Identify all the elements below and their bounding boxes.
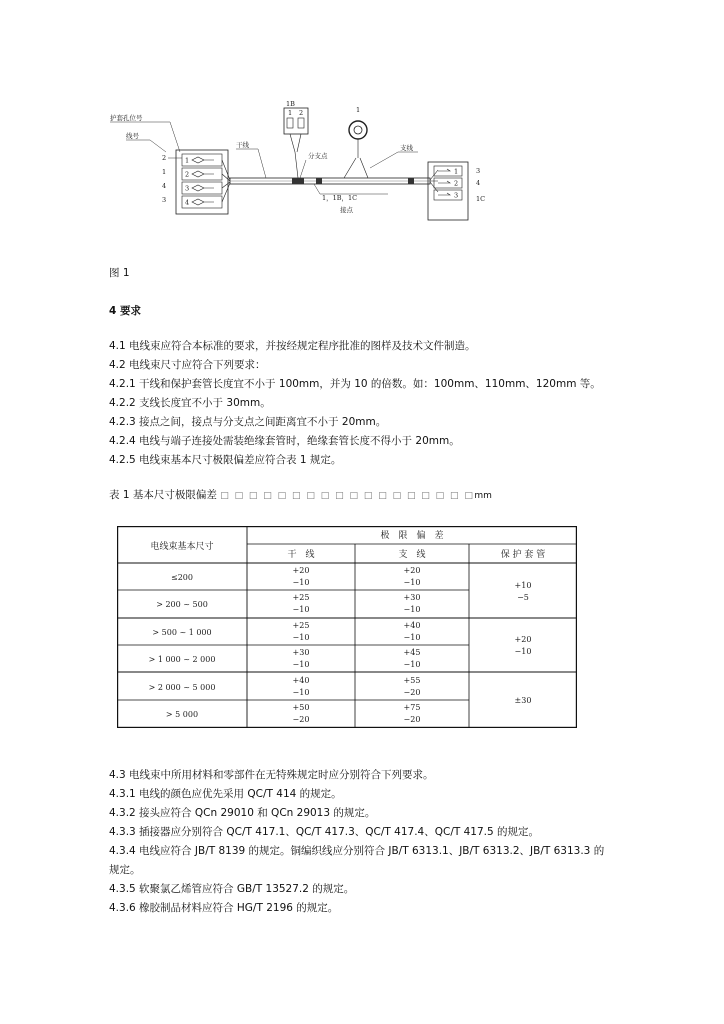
right-connector-pin: 2	[454, 179, 459, 188]
trunk-plus: +20	[292, 566, 310, 575]
branch-plus: +20	[403, 566, 421, 575]
paragraph-line: 4.2.4 电线与端子连接处需装绝缘套管时，绝缘套管长度不得小于 20mm。	[109, 435, 460, 447]
splice-label: 接点	[340, 206, 353, 214]
paragraph-line: 4.3.2 接头应符合 QCn 29010 和 QCn 29013 的规定。	[109, 807, 376, 819]
table-title-line	[109, 488, 492, 503]
header-trunk: 干 线	[287, 550, 315, 560]
branch-minus: −10	[403, 605, 421, 614]
section-heading: 4 要求	[109, 305, 141, 317]
paragraph-line: 4.3 电线束中所用材料和零部件在无特殊规定时应分别符合下列要求。	[109, 769, 434, 781]
sleeve-value: ±30	[514, 696, 532, 705]
branch-minus: −10	[403, 578, 421, 587]
paragraph-line: 4.3.3 插接器应分别符合 QC/T 417.1、QC/T 417.3、QC/T 417.4、QC/T 417.5 的规定。	[109, 826, 540, 838]
sleeve-plus: +20	[514, 635, 532, 644]
row-size: > 2 000 ~ 5 000	[148, 683, 216, 692]
right-wire-number: 3	[476, 167, 481, 175]
header-branch: 支 线	[398, 550, 426, 560]
header-basic-size: 电线束基本尺寸	[150, 542, 214, 552]
figure-caption: 图 1	[109, 267, 130, 279]
wire-harness-diagram	[108, 92, 508, 232]
under-trunk-label: 1，1B，1C	[322, 194, 358, 202]
top-connector-pin: 1	[288, 109, 293, 117]
deviation-table-svg	[117, 526, 577, 728]
paragraph-line: 4.3.1 电线的颜色应优先采用 QC/T 414 的规定。	[109, 788, 342, 800]
header-sleeve: 保 护 套 管	[500, 550, 546, 560]
paragraph-line: 规定。	[109, 864, 141, 876]
wire-harness-diagram-svg	[108, 92, 508, 232]
trunk-plus: +40	[292, 676, 310, 685]
left-connector-pin: 1	[185, 156, 190, 165]
branch-plus: +30	[403, 593, 421, 602]
trunk-plus: +30	[292, 648, 310, 657]
paragraph-line: 4.3.5 软聚氯乙烯管应符合 GB/T 13527.2 的规定。	[109, 883, 355, 895]
sleeve-minus: −10	[514, 647, 532, 656]
trunk-minus: −10	[292, 605, 310, 614]
table-title-filler: □ □ □ □ □ □ □ □ □ □ □ □ □ □ □ □ □ □	[220, 491, 475, 501]
left-connector-pin: 2	[185, 170, 190, 179]
sleeve-plus: +10	[514, 581, 532, 590]
right-connector-pin: 3	[454, 191, 459, 200]
trunk-minus: −10	[292, 660, 310, 669]
branch-plus: +55	[403, 676, 421, 685]
sheath-hole-number-label: 护套孔位号	[110, 114, 143, 122]
right-connector-label: 1C	[476, 195, 486, 203]
trunk-minus: −10	[292, 633, 310, 642]
row-size: > 1 000 ~ 2 000	[148, 655, 216, 664]
ring-terminal-label: 1	[356, 106, 361, 114]
table-title: 表 1 基本尺寸极限偏差	[109, 489, 217, 501]
left-wire-number: 3	[162, 196, 167, 204]
paragraph-line: 4.2.2 支线长度宜不小于 30mm。	[109, 397, 271, 409]
left-wire-number: 4	[162, 182, 167, 190]
branch-plus: +75	[403, 703, 421, 712]
branch-plus: +45	[403, 648, 421, 657]
paragraph-line: 4.3.4 电线应符合 JB/T 8139 的规定。铜编织线应分别符合 JB/T 6313.1、JB/T 6313.2、JB/T 6313.3 的	[109, 845, 605, 857]
trunk-minus: −10	[292, 688, 310, 697]
right-connector-pin: 1	[454, 167, 459, 176]
row-size: > 500 ~ 1 000	[152, 628, 212, 637]
paragraph-line: 4.2.5 电线束基本尺寸极限偏差应符合表 1 规定。	[109, 454, 342, 466]
table-unit: mm	[474, 491, 492, 501]
paragraph-line: 4.2.1 干线和保护套管长度宜不小于 100mm，并为 10 的倍数。如：100mm、110mm、120mm 等。	[109, 378, 601, 390]
branch-point-label: 分支点	[308, 152, 328, 160]
row-size: > 200 ~ 500	[156, 600, 208, 609]
branch-label: 支线	[400, 144, 413, 152]
trunk-plus: +25	[292, 621, 310, 630]
left-connector-pin: 4	[185, 198, 190, 207]
header-limit-deviation: 极 限 偏 差	[380, 531, 444, 541]
top-connector-label: 1B	[286, 100, 295, 108]
trunk-minus: −20	[292, 715, 310, 724]
top-connector-pin: 2	[299, 109, 304, 117]
paragraph-line: 4.2.3 接点之间，接点与分支点之间距离宜不小于 20mm。	[109, 416, 387, 428]
branch-plus: +40	[403, 621, 421, 630]
paragraph-line: 4.2 电线束尺寸应符合下列要求：	[109, 359, 266, 371]
deviation-table	[117, 526, 577, 728]
paragraph-line: 4.1 电线束应符合本标准的要求，并按经规定程序批准的图样及技术文件制造。	[109, 340, 476, 352]
wire-number-label: 线号	[126, 132, 139, 140]
branch-minus: −10	[403, 660, 421, 669]
branch-minus: −20	[403, 715, 421, 724]
sleeve-minus: −5	[517, 593, 529, 602]
trunk-plus: +25	[292, 593, 310, 602]
row-size: ≤200	[171, 573, 193, 582]
left-connector-pin: 3	[185, 184, 190, 193]
paragraph-line: 4.3.6 橡胶制品材料应符合 HG/T 2196 的规定。	[109, 902, 339, 914]
ring-terminal	[349, 121, 367, 139]
trunk-minus: −10	[292, 578, 310, 587]
branch-minus: −20	[403, 688, 421, 697]
left-wire-number: 1	[162, 168, 167, 176]
row-size: > 5 000	[165, 710, 199, 719]
branch-minus: −10	[403, 633, 421, 642]
right-wire-number: 4	[476, 179, 481, 187]
trunk-plus: +50	[292, 703, 310, 712]
trunk-label: 干线	[236, 141, 249, 149]
left-wire-number: 2	[162, 154, 167, 162]
